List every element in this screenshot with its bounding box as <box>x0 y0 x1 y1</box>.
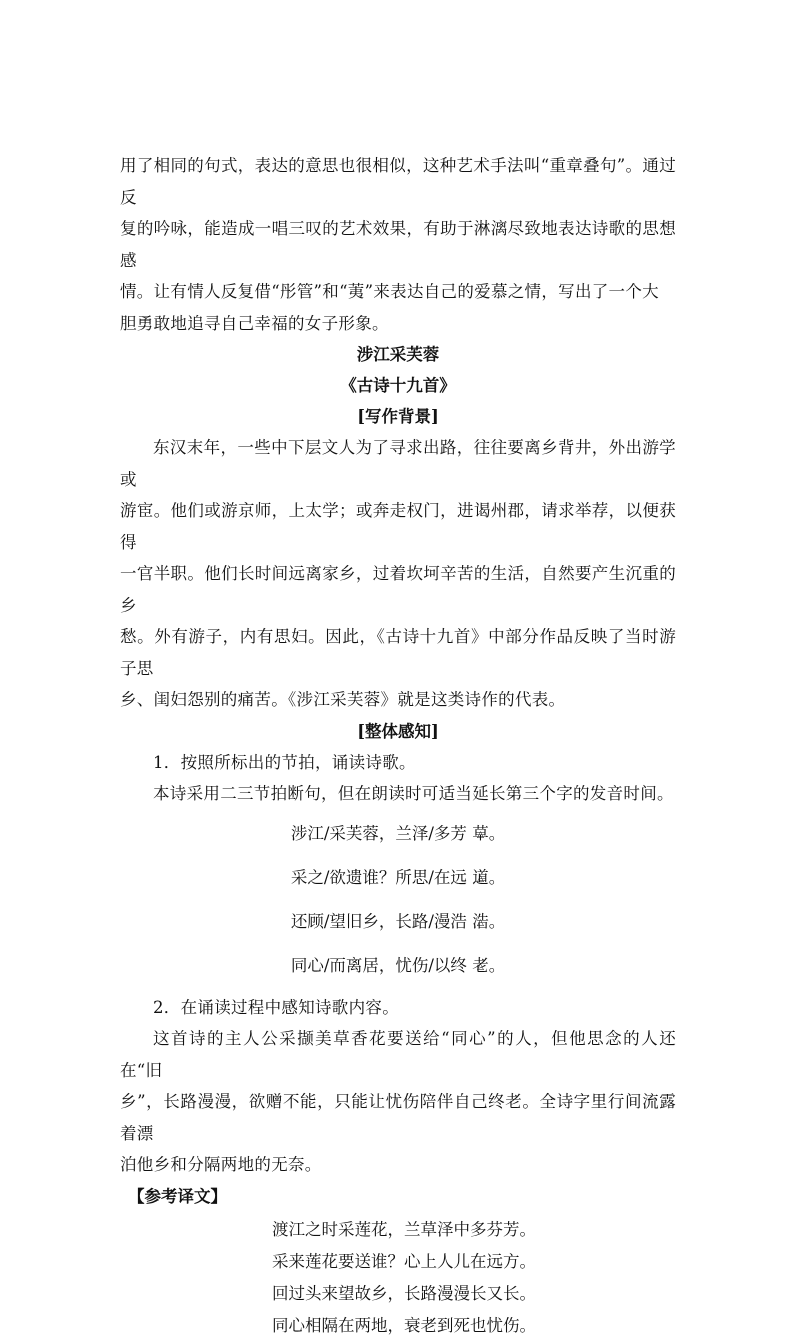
poem-line: 还顾/望旧乡，长路/漫浩 浩 △。 <box>120 904 676 948</box>
translation-line: 采来莲花要送谁？心上人儿在远方。 <box>272 1251 536 1271</box>
background-line: 愁。外有游子，内有思妇。因此，《古诗十九首》中部分作品反映了当时游子思 <box>120 627 676 678</box>
intro-line: 复的吟咏，能造成一唱三叹的艺术效果，有助于淋漓尽致地表达诗歌的思想感 <box>120 219 676 270</box>
stressed-char: 老 △ <box>472 948 489 984</box>
step-2-line: 这首诗的主人公采撷美草香花要送给“同心”的人，但他思念的人还在“旧 <box>120 1029 676 1080</box>
background-paragraph <box>120 432 676 716</box>
intro-line: 用了相同的句式，表达的意思也很相似，这种艺术手法叫“重章叠句”。通过反 <box>120 156 676 207</box>
step-2-line: 泊他乡和分隔两地的无奈。 <box>120 1155 322 1174</box>
stressed-char: 草 △ <box>472 816 489 852</box>
stressed-char: 道 △ <box>472 860 489 896</box>
stressed-char: 浩 △ <box>472 904 489 940</box>
section-heading-background: [写作背景] <box>357 407 439 426</box>
intro-line: 情。让有情人反复借“彤管”和“荑”来表达自己的爱慕之情，写出了一个大 <box>120 282 659 301</box>
step-2: 2．在诵读过程中感知诗歌内容。 <box>153 997 399 1017</box>
background-line: 游宦。他们或游京师，上太学；或奔走权门，进谒州郡，请求举荐，以便获得 <box>120 501 676 552</box>
step-2-paragraph <box>120 1023 676 1181</box>
intro-paragraph <box>120 150 676 339</box>
step-1: 1．按照所标出的节拍，诵读诗歌。 <box>153 752 416 772</box>
poem-title: 涉江采芙蓉 <box>356 345 440 364</box>
poem-line: 涉江/采芙蓉，兰泽/多芳 草 △。 <box>120 816 676 860</box>
translation-line: 同心相隔在两地，衰老到死也忧伤。 <box>272 1315 536 1335</box>
poem-line: 采之/欲遗谁？所思/在远 道 △。 <box>120 860 676 904</box>
background-line: 东汉末年，一些中下层文人为了寻求出路，往往要离乡背井，外出游学或 <box>120 438 676 489</box>
document-page <box>120 150 676 1342</box>
step-1-note: 本诗采用二三节拍断句，但在朗读时可适当延长第三个字的发音时间。 <box>153 784 674 803</box>
poem-line: 同心/而离居，忧伤/以终 老 △。 <box>120 948 676 992</box>
intro-line: 胆勇敢地追寻自己幸福的女子形象。 <box>120 313 389 333</box>
step-2-line: 乡”，长路漫漫，欲赠不能，只能让忧伤陪伴自己终老。全诗字里行间流露着漂 <box>120 1092 676 1143</box>
poem-block <box>120 816 676 992</box>
translation-line: 渡江之时采莲花，兰草泽中多芬芳。 <box>272 1219 536 1239</box>
reference-translation-heading: 【参考译文】 <box>128 1186 227 1206</box>
background-line: 一官半职。他们长时间远离家乡，过着坎坷辛苦的生活，自然要产生沉重的乡 <box>120 564 676 615</box>
translation-line: 回过头来望故乡，长路漫漫长又长。 <box>272 1283 536 1303</box>
poem-source: 《古诗十九首》 <box>340 376 456 395</box>
section-heading-overall: [整体感知] <box>357 721 439 741</box>
background-line: 乡、闺妇怨别的痛苦。《涉江采芙蓉》就是这类诗作的代表。 <box>120 690 566 709</box>
translation-block <box>120 1214 676 1342</box>
